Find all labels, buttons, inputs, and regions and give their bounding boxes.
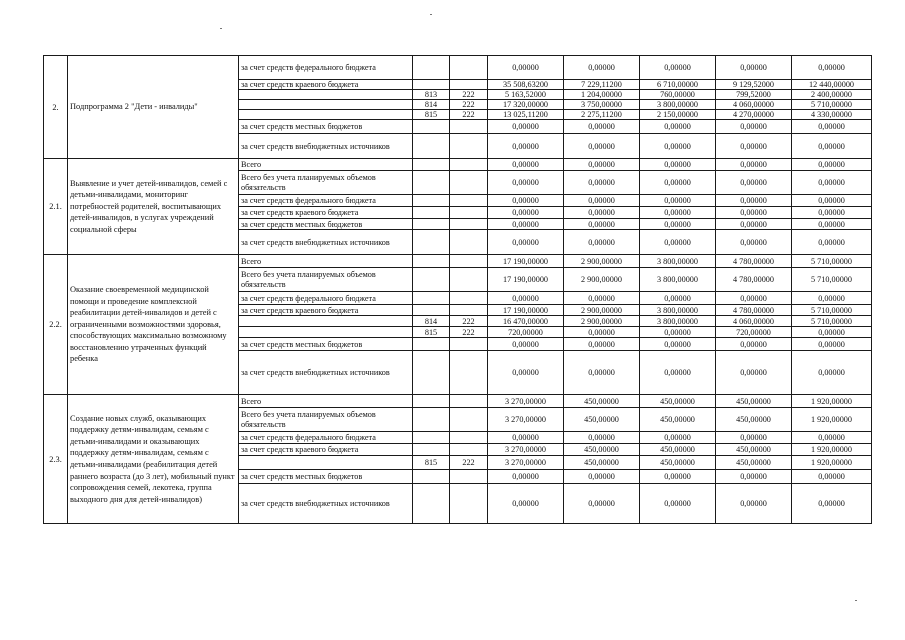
budget-code [413, 171, 450, 195]
amount-total: 3 270,00000 [488, 444, 564, 456]
budget-code [413, 195, 450, 207]
amount-year: 0,00000 [716, 484, 792, 524]
amount-year: 0,00000 [792, 120, 872, 134]
amount-total: 0,00000 [488, 120, 564, 134]
funding-source: за счет средств краевого бюджета [239, 444, 413, 456]
expense-code [450, 470, 488, 484]
amount-year: 2 275,11200 [564, 110, 640, 120]
amount-total: 0,00000 [488, 134, 564, 159]
budget-code [413, 484, 450, 524]
amount-year: 0,00000 [716, 134, 792, 159]
amount-total: 17 190,00000 [488, 305, 564, 316]
section-number: 2.2. [44, 255, 68, 395]
amount-year: 0,00000 [564, 338, 640, 351]
amount-year: 760,00000 [640, 90, 716, 100]
budget-code [413, 470, 450, 484]
amount-year: 5 710,00000 [792, 255, 872, 268]
amount-total: 5 163,52000 [488, 90, 564, 100]
funding-source: за счет средств федерального бюджета [239, 432, 413, 444]
funding-source [239, 327, 413, 338]
expense-code [450, 268, 488, 292]
amount-year: 9 129,52000 [716, 80, 792, 90]
budget-code [413, 292, 450, 305]
funding-source: за счет средств местных бюджетов [239, 470, 413, 484]
amount-year: 3 800,00000 [640, 316, 716, 327]
amount-year: 450,00000 [640, 395, 716, 408]
expense-code [450, 408, 488, 432]
scan-speck [220, 28, 222, 29]
amount-year: 0,00000 [792, 134, 872, 159]
budget-code [413, 432, 450, 444]
section-number: 2. [44, 56, 68, 159]
amount-year: 0,00000 [792, 338, 872, 351]
amount-total: 0,00000 [488, 195, 564, 207]
amount-year: 450,00000 [640, 444, 716, 456]
budget-code [413, 351, 450, 395]
amount-year: 450,00000 [564, 456, 640, 470]
amount-total: 0,00000 [488, 207, 564, 219]
amount-year: 0,00000 [792, 195, 872, 207]
amount-year: 0,00000 [716, 207, 792, 219]
budget-code [413, 305, 450, 316]
table-row [44, 255, 872, 268]
amount-year: 0,00000 [792, 432, 872, 444]
budget-code [413, 120, 450, 134]
amount-year: 2 900,00000 [564, 316, 640, 327]
amount-year: 0,00000 [716, 56, 792, 80]
amount-year: 0,00000 [716, 120, 792, 134]
section-name: Подпрограмма 2 "Дети - инвалиды" [68, 56, 239, 159]
amount-total: 17 190,00000 [488, 255, 564, 268]
budget-code: 815 [413, 327, 450, 338]
amount-year: 4 780,00000 [716, 305, 792, 316]
amount-year: 4 060,00000 [716, 100, 792, 110]
amount-year: 3 800,00000 [640, 268, 716, 292]
budget-code: 813 [413, 90, 450, 100]
section-name: Оказание своевременной медицинской помощи и проведение комплексной реабилитации детей-инвалидов и детей с ограниченными возможностями здоровья, способствующих максимально возможному восстановлению утраченных функций ребенка [68, 255, 239, 395]
amount-year: 2 400,00000 [792, 90, 872, 100]
amount-year: 0,00000 [640, 432, 716, 444]
amount-year: 4 780,00000 [716, 255, 792, 268]
amount-year: 0,00000 [640, 484, 716, 524]
amount-year: 6 710,00000 [640, 80, 716, 90]
amount-year: 1 920,00000 [792, 395, 872, 408]
amount-year: 450,00000 [716, 408, 792, 432]
amount-total: 3 270,00000 [488, 456, 564, 470]
amount-year: 1 920,00000 [792, 444, 872, 456]
expense-code [450, 207, 488, 219]
amount-year: 0,00000 [640, 207, 716, 219]
budget-code [413, 56, 450, 80]
amount-year: 0,00000 [640, 327, 716, 338]
funding-source: Всего без учета планируемых объемов обязательств [239, 268, 413, 292]
amount-year: 450,00000 [716, 456, 792, 470]
budget-code [413, 230, 450, 255]
expense-code: 222 [450, 90, 488, 100]
amount-year: 1 920,00000 [792, 408, 872, 432]
amount-year: 5 710,00000 [792, 268, 872, 292]
amount-year: 0,00000 [640, 120, 716, 134]
amount-year: 5 710,00000 [792, 305, 872, 316]
amount-year: 0,00000 [716, 338, 792, 351]
expense-code [450, 120, 488, 134]
funding-source: за счет средств внебюджетных источников [239, 230, 413, 255]
expense-code [450, 255, 488, 268]
amount-total: 0,00000 [488, 230, 564, 255]
expense-code [450, 159, 488, 171]
amount-year: 0,00000 [564, 134, 640, 159]
amount-year: 12 440,00000 [792, 80, 872, 90]
amount-year: 0,00000 [564, 159, 640, 171]
funding-source [239, 110, 413, 120]
budget-code: 814 [413, 316, 450, 327]
expense-code [450, 80, 488, 90]
amount-year: 0,00000 [564, 470, 640, 484]
amount-total: 0,00000 [488, 470, 564, 484]
budget-code [413, 80, 450, 90]
funding-source: Всего [239, 395, 413, 408]
amount-year: 0,00000 [716, 159, 792, 171]
amount-year: 0,00000 [792, 171, 872, 195]
amount-year: 7 229,11200 [564, 80, 640, 90]
section-number: 2.3. [44, 395, 68, 524]
amount-year: 0,00000 [716, 432, 792, 444]
amount-year: 450,00000 [640, 408, 716, 432]
amount-year: 720,00000 [716, 327, 792, 338]
amount-year: 0,00000 [564, 195, 640, 207]
expense-code [450, 230, 488, 255]
amount-year: 0,00000 [640, 230, 716, 255]
amount-year: 0,00000 [716, 351, 792, 395]
funding-source: за счет средств внебюджетных источников [239, 484, 413, 524]
amount-year: 450,00000 [564, 408, 640, 432]
amount-year: 450,00000 [716, 444, 792, 456]
budget-code [413, 268, 450, 292]
amount-year: 0,00000 [792, 219, 872, 230]
funding-source: за счет средств федерального бюджета [239, 195, 413, 207]
expense-code [450, 351, 488, 395]
amount-total: 0,00000 [488, 56, 564, 80]
amount-year: 0,00000 [640, 470, 716, 484]
amount-year: 0,00000 [564, 120, 640, 134]
section-number: 2.1. [44, 159, 68, 255]
funding-source: за счет средств местных бюджетов [239, 338, 413, 351]
funding-source: за счет средств внебюджетных источников [239, 134, 413, 159]
amount-year: 0,00000 [792, 327, 872, 338]
amount-year: 0,00000 [640, 351, 716, 395]
amount-total: 0,00000 [488, 292, 564, 305]
amount-total: 13 025,11200 [488, 110, 564, 120]
scan-speck [430, 14, 432, 15]
funding-source [239, 316, 413, 327]
funding-source: за счет средств внебюджетных источников [239, 351, 413, 395]
amount-year: 2 900,00000 [564, 268, 640, 292]
amount-total: 0,00000 [488, 432, 564, 444]
budget-code [413, 444, 450, 456]
amount-year: 0,00000 [564, 432, 640, 444]
amount-year: 0,00000 [640, 292, 716, 305]
funding-source [239, 100, 413, 110]
expense-code: 222 [450, 316, 488, 327]
funding-source: Всего без учета планируемых объемов обязательств [239, 171, 413, 195]
funding-source: Всего без учета планируемых объемов обязательств [239, 408, 413, 432]
amount-year: 4 060,00000 [716, 316, 792, 327]
amount-year: 5 710,00000 [792, 100, 872, 110]
table-row [44, 159, 872, 171]
expense-code [450, 292, 488, 305]
amount-year: 0,00000 [564, 219, 640, 230]
funding-source: за счет средств федерального бюджета [239, 292, 413, 305]
funding-source: Всего [239, 159, 413, 171]
amount-year: 3 800,00000 [640, 255, 716, 268]
expense-code: 222 [450, 100, 488, 110]
amount-total: 0,00000 [488, 338, 564, 351]
funding-source [239, 90, 413, 100]
amount-year: 4 780,00000 [716, 268, 792, 292]
budget-code [413, 408, 450, 432]
budget-code [413, 255, 450, 268]
amount-year: 5 710,00000 [792, 316, 872, 327]
funding-source: Всего [239, 255, 413, 268]
expense-code: 222 [450, 456, 488, 470]
amount-year: 0,00000 [640, 134, 716, 159]
table-row [44, 56, 872, 80]
amount-total: 16 470,00000 [488, 316, 564, 327]
expense-code [450, 484, 488, 524]
amount-year: 0,00000 [716, 470, 792, 484]
amount-total: 0,00000 [488, 351, 564, 395]
amount-year: 0,00000 [564, 171, 640, 195]
amount-year: 0,00000 [564, 56, 640, 80]
amount-year: 0,00000 [564, 207, 640, 219]
budget-code: 815 [413, 110, 450, 120]
table-row [44, 395, 872, 408]
budget-code [413, 207, 450, 219]
funding-source: за счет средств краевого бюджета [239, 305, 413, 316]
amount-total: 0,00000 [488, 159, 564, 171]
budget-code [413, 395, 450, 408]
expense-code [450, 195, 488, 207]
amount-year: 2 150,00000 [640, 110, 716, 120]
amount-year: 1 920,00000 [792, 456, 872, 470]
amount-total: 720,00000 [488, 327, 564, 338]
expense-code: 222 [450, 327, 488, 338]
budget-code [413, 159, 450, 171]
amount-year: 3 800,00000 [640, 100, 716, 110]
amount-year: 0,00000 [792, 207, 872, 219]
amount-year: 450,00000 [564, 395, 640, 408]
amount-year: 0,00000 [640, 159, 716, 171]
section-name: Выявление и учет детей-инвалидов, семей с детьми-инвалидами, мониторинг потребностей родителей, воспитывающих детей-инвалидов, в услугах учреждений социальной сферы [68, 159, 239, 255]
expense-code [450, 305, 488, 316]
amount-year: 0,00000 [792, 470, 872, 484]
expense-code [450, 432, 488, 444]
amount-total: 35 508,63200 [488, 80, 564, 90]
amount-total: 0,00000 [488, 171, 564, 195]
amount-year: 0,00000 [564, 292, 640, 305]
amount-total: 0,00000 [488, 219, 564, 230]
amount-year: 0,00000 [640, 56, 716, 80]
amount-year: 0,00000 [640, 195, 716, 207]
expense-code [450, 56, 488, 80]
budget-table [43, 55, 872, 524]
amount-year: 2 900,00000 [564, 255, 640, 268]
amount-year: 0,00000 [716, 195, 792, 207]
amount-year: 799,52000 [716, 90, 792, 100]
amount-year: 0,00000 [792, 230, 872, 255]
amount-total: 17 190,00000 [488, 268, 564, 292]
amount-year: 0,00000 [640, 171, 716, 195]
funding-source: за счет средств федерального бюджета [239, 56, 413, 80]
amount-year: 0,00000 [716, 171, 792, 195]
amount-year: 2 900,00000 [564, 305, 640, 316]
amount-year: 0,00000 [792, 292, 872, 305]
amount-total: 17 320,00000 [488, 100, 564, 110]
funding-source: за счет средств краевого бюджета [239, 207, 413, 219]
amount-total: 3 270,00000 [488, 408, 564, 432]
amount-year: 450,00000 [640, 456, 716, 470]
budget-code: 815 [413, 456, 450, 470]
expense-code [450, 395, 488, 408]
amount-year: 0,00000 [792, 351, 872, 395]
amount-year: 0,00000 [792, 484, 872, 524]
amount-total: 3 270,00000 [488, 395, 564, 408]
scan-speck [855, 600, 857, 601]
budget-code: 814 [413, 100, 450, 110]
funding-source: за счет средств местных бюджетов [239, 120, 413, 134]
amount-year: 0,00000 [716, 292, 792, 305]
amount-year: 450,00000 [564, 444, 640, 456]
expense-code [450, 171, 488, 195]
budget-code [413, 219, 450, 230]
expense-code: 222 [450, 110, 488, 120]
amount-year: 0,00000 [716, 230, 792, 255]
amount-year: 0,00000 [640, 219, 716, 230]
section-name: Создание новых служб, оказывающих поддержку детям-инвалидам, семьям с детьми-инвалидами и оказывающих поддержку детям-инвалидам, семьям с детьми-инвалидами (реабилитация детей раннего возраста (до 3 лет), мобильный пункт сопровождения семей, лекотека, группа выходного дня для детей-инвалидов) [68, 395, 239, 524]
amount-year: 0,00000 [792, 159, 872, 171]
amount-year: 0,00000 [564, 327, 640, 338]
amount-year: 3 800,00000 [640, 305, 716, 316]
amount-year: 3 750,00000 [564, 100, 640, 110]
amount-year: 0,00000 [564, 351, 640, 395]
amount-year: 0,00000 [640, 338, 716, 351]
expense-code [450, 338, 488, 351]
funding-source: за счет средств местных бюджетов [239, 219, 413, 230]
amount-year: 0,00000 [792, 56, 872, 80]
amount-year: 4 330,00000 [792, 110, 872, 120]
expense-code [450, 219, 488, 230]
funding-source [239, 456, 413, 470]
budget-code [413, 134, 450, 159]
amount-year: 4 270,00000 [716, 110, 792, 120]
amount-year: 450,00000 [716, 395, 792, 408]
amount-total: 0,00000 [488, 484, 564, 524]
expense-code [450, 134, 488, 159]
expense-code [450, 444, 488, 456]
funding-source: за счет средств краевого бюджета [239, 80, 413, 90]
amount-year: 1 204,00000 [564, 90, 640, 100]
budget-code [413, 338, 450, 351]
amount-year: 0,00000 [564, 230, 640, 255]
amount-year: 0,00000 [716, 219, 792, 230]
amount-year: 0,00000 [564, 484, 640, 524]
